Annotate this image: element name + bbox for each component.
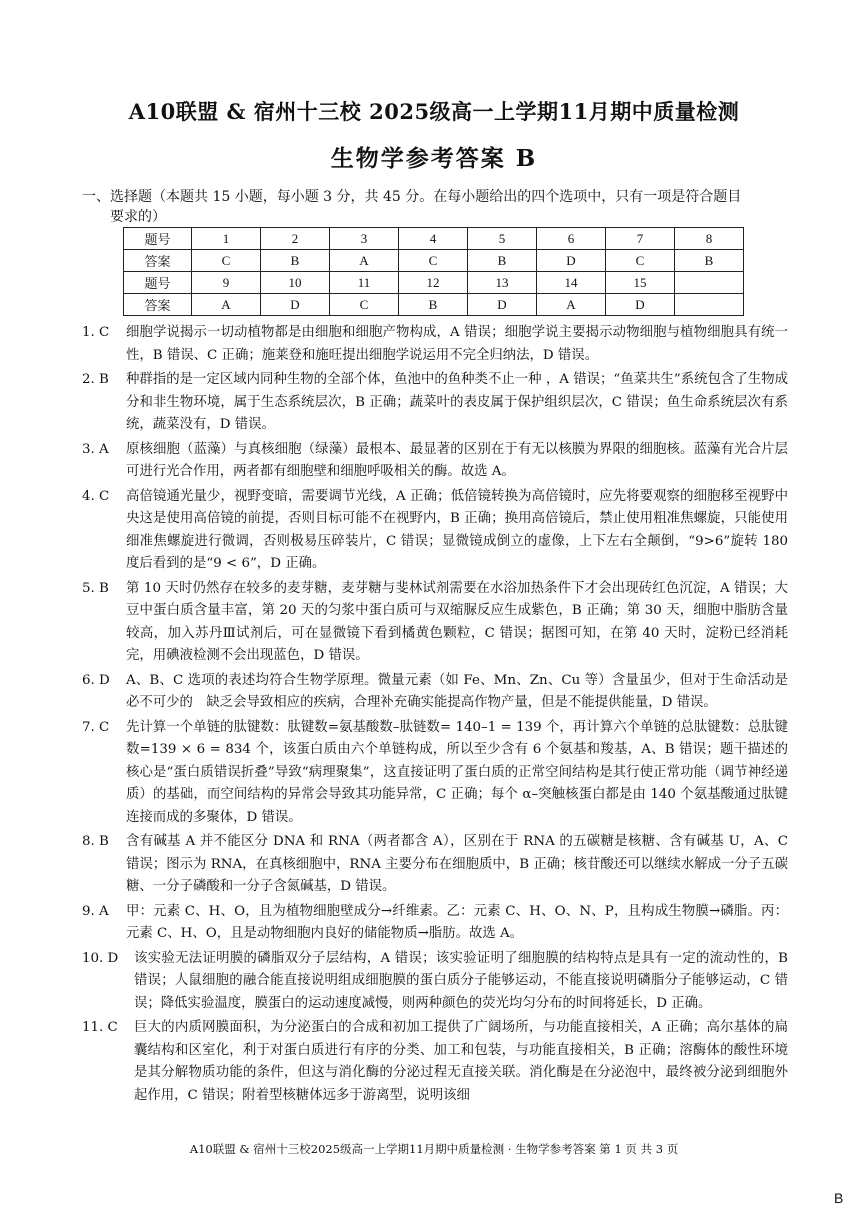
- answer-table-header-cell: 答案: [124, 250, 192, 272]
- answer-table-cell: C: [192, 250, 261, 272]
- explanation-text: 甲：元素 C、H、O，且为植物细胞壁成分→纤维素。乙：元素 C、H、O、N、P，且构成生物膜→磷脂。丙：元素 C、H、O，且是动物细胞内良好的储能物质→脂肪。故选 A。: [126, 903, 788, 941]
- answer-table-cell: 9: [192, 272, 261, 294]
- explanation-text: A、B、C 选项的表述均符合生物学原理。微量元素（如 Fe、Mn、Zn、Cu 等）含量虽少，但对于生命活动是必不可少的 缺乏会导致相应的疾病，合理补充确实能提高作物产量，但是不能提供能量，D 错误。: [126, 672, 788, 710]
- answer-table-cell: B: [468, 250, 537, 272]
- question-number-answer: 6. D: [82, 672, 110, 688]
- explanation-item: [82, 578, 788, 668]
- answer-table-cell: A: [537, 294, 606, 316]
- section-heading: [82, 187, 792, 227]
- explanation-item: [82, 439, 788, 484]
- answer-table-cell: B: [261, 250, 330, 272]
- section-heading-line1: 一、选择题（本题共 15 小题，每小题 3 分，共 45 分。在每小题给出的四个选项中，只有一项是符合题目: [82, 189, 742, 205]
- explanation-item: [82, 717, 788, 830]
- explanation-item: [82, 486, 788, 576]
- answer-table-cell: C: [606, 250, 675, 272]
- explanation-text: 含有碱基 A 并不能区分 DNA 和 RNA（两者都含 A），区别在于 RNA 的五碳糖是核糖、含有碱基 U，A、C 错误；图示为 RNA，在真核细胞中，RNA 主要分布在细胞质中，B 正确；核苷酸还可以继续水解成一分子五碳糖、一分子磷酸和一分子含氮碱基，D 错误。: [126, 834, 788, 894]
- answer-table-cell: 12: [399, 272, 468, 294]
- answer-table-cell: D: [261, 294, 330, 316]
- explanation-text: 该实验无法证明膜的磷脂双分子层结构，A 错误；该实验证明了细胞膜的结构特点是具有一定的流动性的，B 错误；人鼠细胞的融合能直接说明组成细胞膜的蛋白质分子能够运动，不能直接说明磷脂分子能够运动，C 错误；降低实验温度，膜蛋白的运动速度减慢，则两种颜色的荧光均匀分布的时间将延长，D 正确。: [134, 950, 788, 1011]
- page-footer: A10联盟 & 宿州十三校2025级高一上学期11月期中质量检测 · 生物学参考答案 第 1 页 共 3 页: [189, 1142, 679, 1156]
- answer-table-row: [124, 294, 744, 316]
- answer-table-cell: [675, 294, 744, 316]
- answer-table-cell: [675, 272, 744, 294]
- question-number-answer: 2. B: [82, 372, 109, 387]
- question-number-answer: 5. B: [82, 580, 109, 596]
- answer-table-cell: 4: [399, 228, 468, 250]
- explanation-list: [82, 322, 788, 1109]
- question-number-answer: 11. C: [82, 1020, 118, 1035]
- explanation-text: 高倍镜通光量少，视野变暗，需要调节光线，A 正确；低倍镜转换为高倍镜时，应先将要观察的细胞移至视野中央这是使用高倍镜的前提，否则目标可能不在视野内，B 正确；换用高倍镜后，禁止使用粗准焦螺旋，只能使用细准焦螺旋进行微调，否则极易压碎装片，C 错误；显微镜成倒立的虚像，上下左右全颠倒，“9>6”旋转 180 度后看到的是“9 < 6”，D 正确。: [126, 488, 788, 571]
- answer-table: [123, 227, 744, 316]
- answer-table-cell: 3: [330, 228, 399, 250]
- explanation-text: 原核细胞（蓝藻）与真核细胞（绿藻）最根本、最显著的区别在于有无以核膜为界限的细胞核。蓝藻有光合片层可进行光合作用，两者都有细胞壁和细胞呼吸相关的酶。故选 A。: [126, 441, 788, 479]
- answer-table-header-cell: 题号: [124, 228, 192, 250]
- explanation-text: 巨大的内质网膜面积，为分泌蛋白的合成和初加工提供了广阔场所，与功能直接相关，A 正确；高尔基体的扁囊结构和区室化，利于对蛋白质进行有序的分类、加工和包装，与功能直接相关，B 正确；溶酶体的酸性环境是其分解物质功能的条件，但这与消化酶的分泌过程无直接关联。消化酶是在分泌泡中，最终被分泌到细胞外起作用，C 错误；附着型核糖体远多于游离型，说明该细: [134, 1020, 788, 1103]
- answer-table-cell: A: [192, 294, 261, 316]
- answer-table-cell: 13: [468, 272, 537, 294]
- exam-title: A10联盟 & 宿州十三校 2025级高一上学期11月期中质量检测: [128, 99, 740, 124]
- answer-table-header-cell: 答案: [124, 294, 192, 316]
- answer-table-cell: 15: [606, 272, 675, 294]
- explanation-item: [82, 901, 788, 946]
- explanation-text: 第 10 天时仍然存在较多的麦芽糖，麦芽糖与斐林试剂需要在水浴加热条件下才会出现砖红色沉淀，A 错误；大豆中蛋白质含量丰富，第 20 天的匀浆中蛋白质可与双缩脲反应生成紫色，B 正确；第 30 天，细胞中脂肪含量较高，加入苏丹Ⅲ试剂后，可在显微镜下看到橘黄色颗粒，C 错误；据图可知，在第 40 天时，淀粉已经消耗完，用碘液检测不会出现蓝色，D 错误。: [126, 580, 788, 663]
- answer-table-cell: 10: [261, 272, 330, 294]
- version-mark: B: [834, 1190, 844, 1206]
- answer-table-cell: 8: [675, 228, 744, 250]
- question-number-answer: 9. A: [82, 903, 109, 919]
- answer-table-header-cell: 题号: [124, 272, 192, 294]
- answer-table-cell: 7: [606, 228, 675, 250]
- explanation-text: 先计算一个单链的肽键数：肽键数=氨基酸数–肽链数= 140–1 = 139 个，再计算六个单链的总肽键数：总肽键数=139 × 6 = 834 个，该蛋白质由六个单链构成，所以至少含有 6 个氨基和羧基，A、B 错误；题干描述的核心是“蛋白质错误折叠”导致“病理聚集”，这直接证明了蛋白质的正常空间结构是其行使正常功能（调节神经递质）的基础，而空间结构的异常会导致其功能异常，C 正确；每个 α–突触核蛋白都是由 140 个氨基酸通过肽键连接而成的多聚体，D 错误。: [126, 719, 788, 825]
- answer-table-cell: 11: [330, 272, 399, 294]
- question-number-answer: 3. A: [82, 441, 109, 457]
- answer-table-cell: 5: [468, 228, 537, 250]
- question-number-answer: 8. B: [82, 834, 109, 849]
- answer-key-subtitle: 生物学参考答案 B: [330, 145, 538, 172]
- answer-table-cell: D: [468, 294, 537, 316]
- explanation-item: [82, 670, 788, 715]
- explanation-item: [82, 948, 788, 1016]
- section-heading-line2: 要求的）: [110, 209, 166, 225]
- question-number-answer: 7. C: [82, 719, 110, 735]
- question-number-answer: 1. C: [82, 325, 110, 340]
- explanation-item: [82, 369, 788, 437]
- answer-table-cell: A: [330, 250, 399, 272]
- answer-table-row: [124, 272, 744, 294]
- answer-table-cell: 1: [192, 228, 261, 250]
- question-number-answer: 10. D: [82, 950, 119, 966]
- explanation-text: 种群指的是一定区域内同种生物的全部个体，鱼池中的鱼种类不止一种 ，A 错误；“鱼菜共生”系统包含了生物成分和非生物环境，属于生态系统层次，B 正确；蔬菜叶的表皮属于保护组织层次，C 错误；鱼生命系统层次有系统，蔬菜没有，D 错误。: [126, 372, 788, 432]
- answer-table-row: [124, 228, 744, 250]
- question-number-answer: 4. C: [82, 488, 110, 504]
- explanation-item: [82, 831, 788, 899]
- answer-table-cell: 14: [537, 272, 606, 294]
- answer-table-cell: C: [399, 250, 468, 272]
- explanation-item: [82, 322, 788, 367]
- answer-table-cell: 2: [261, 228, 330, 250]
- answer-table-cell: 6: [537, 228, 606, 250]
- answer-table-cell: C: [330, 294, 399, 316]
- answer-table-cell: D: [606, 294, 675, 316]
- explanation-item: [82, 1017, 788, 1107]
- explanation-text: 细胞学说揭示一切动植物都是由细胞和细胞产物构成，A 错误；细胞学说主要揭示动物细胞与植物细胞具有统一性，B 错误、C 正确；施莱登和施旺提出细胞学说运用不完全归纳法，D 错误。: [126, 325, 788, 363]
- answer-table-cell: B: [399, 294, 468, 316]
- answer-table-cell: D: [537, 250, 606, 272]
- answer-table-cell: B: [675, 250, 744, 272]
- answer-table-row: [124, 250, 744, 272]
